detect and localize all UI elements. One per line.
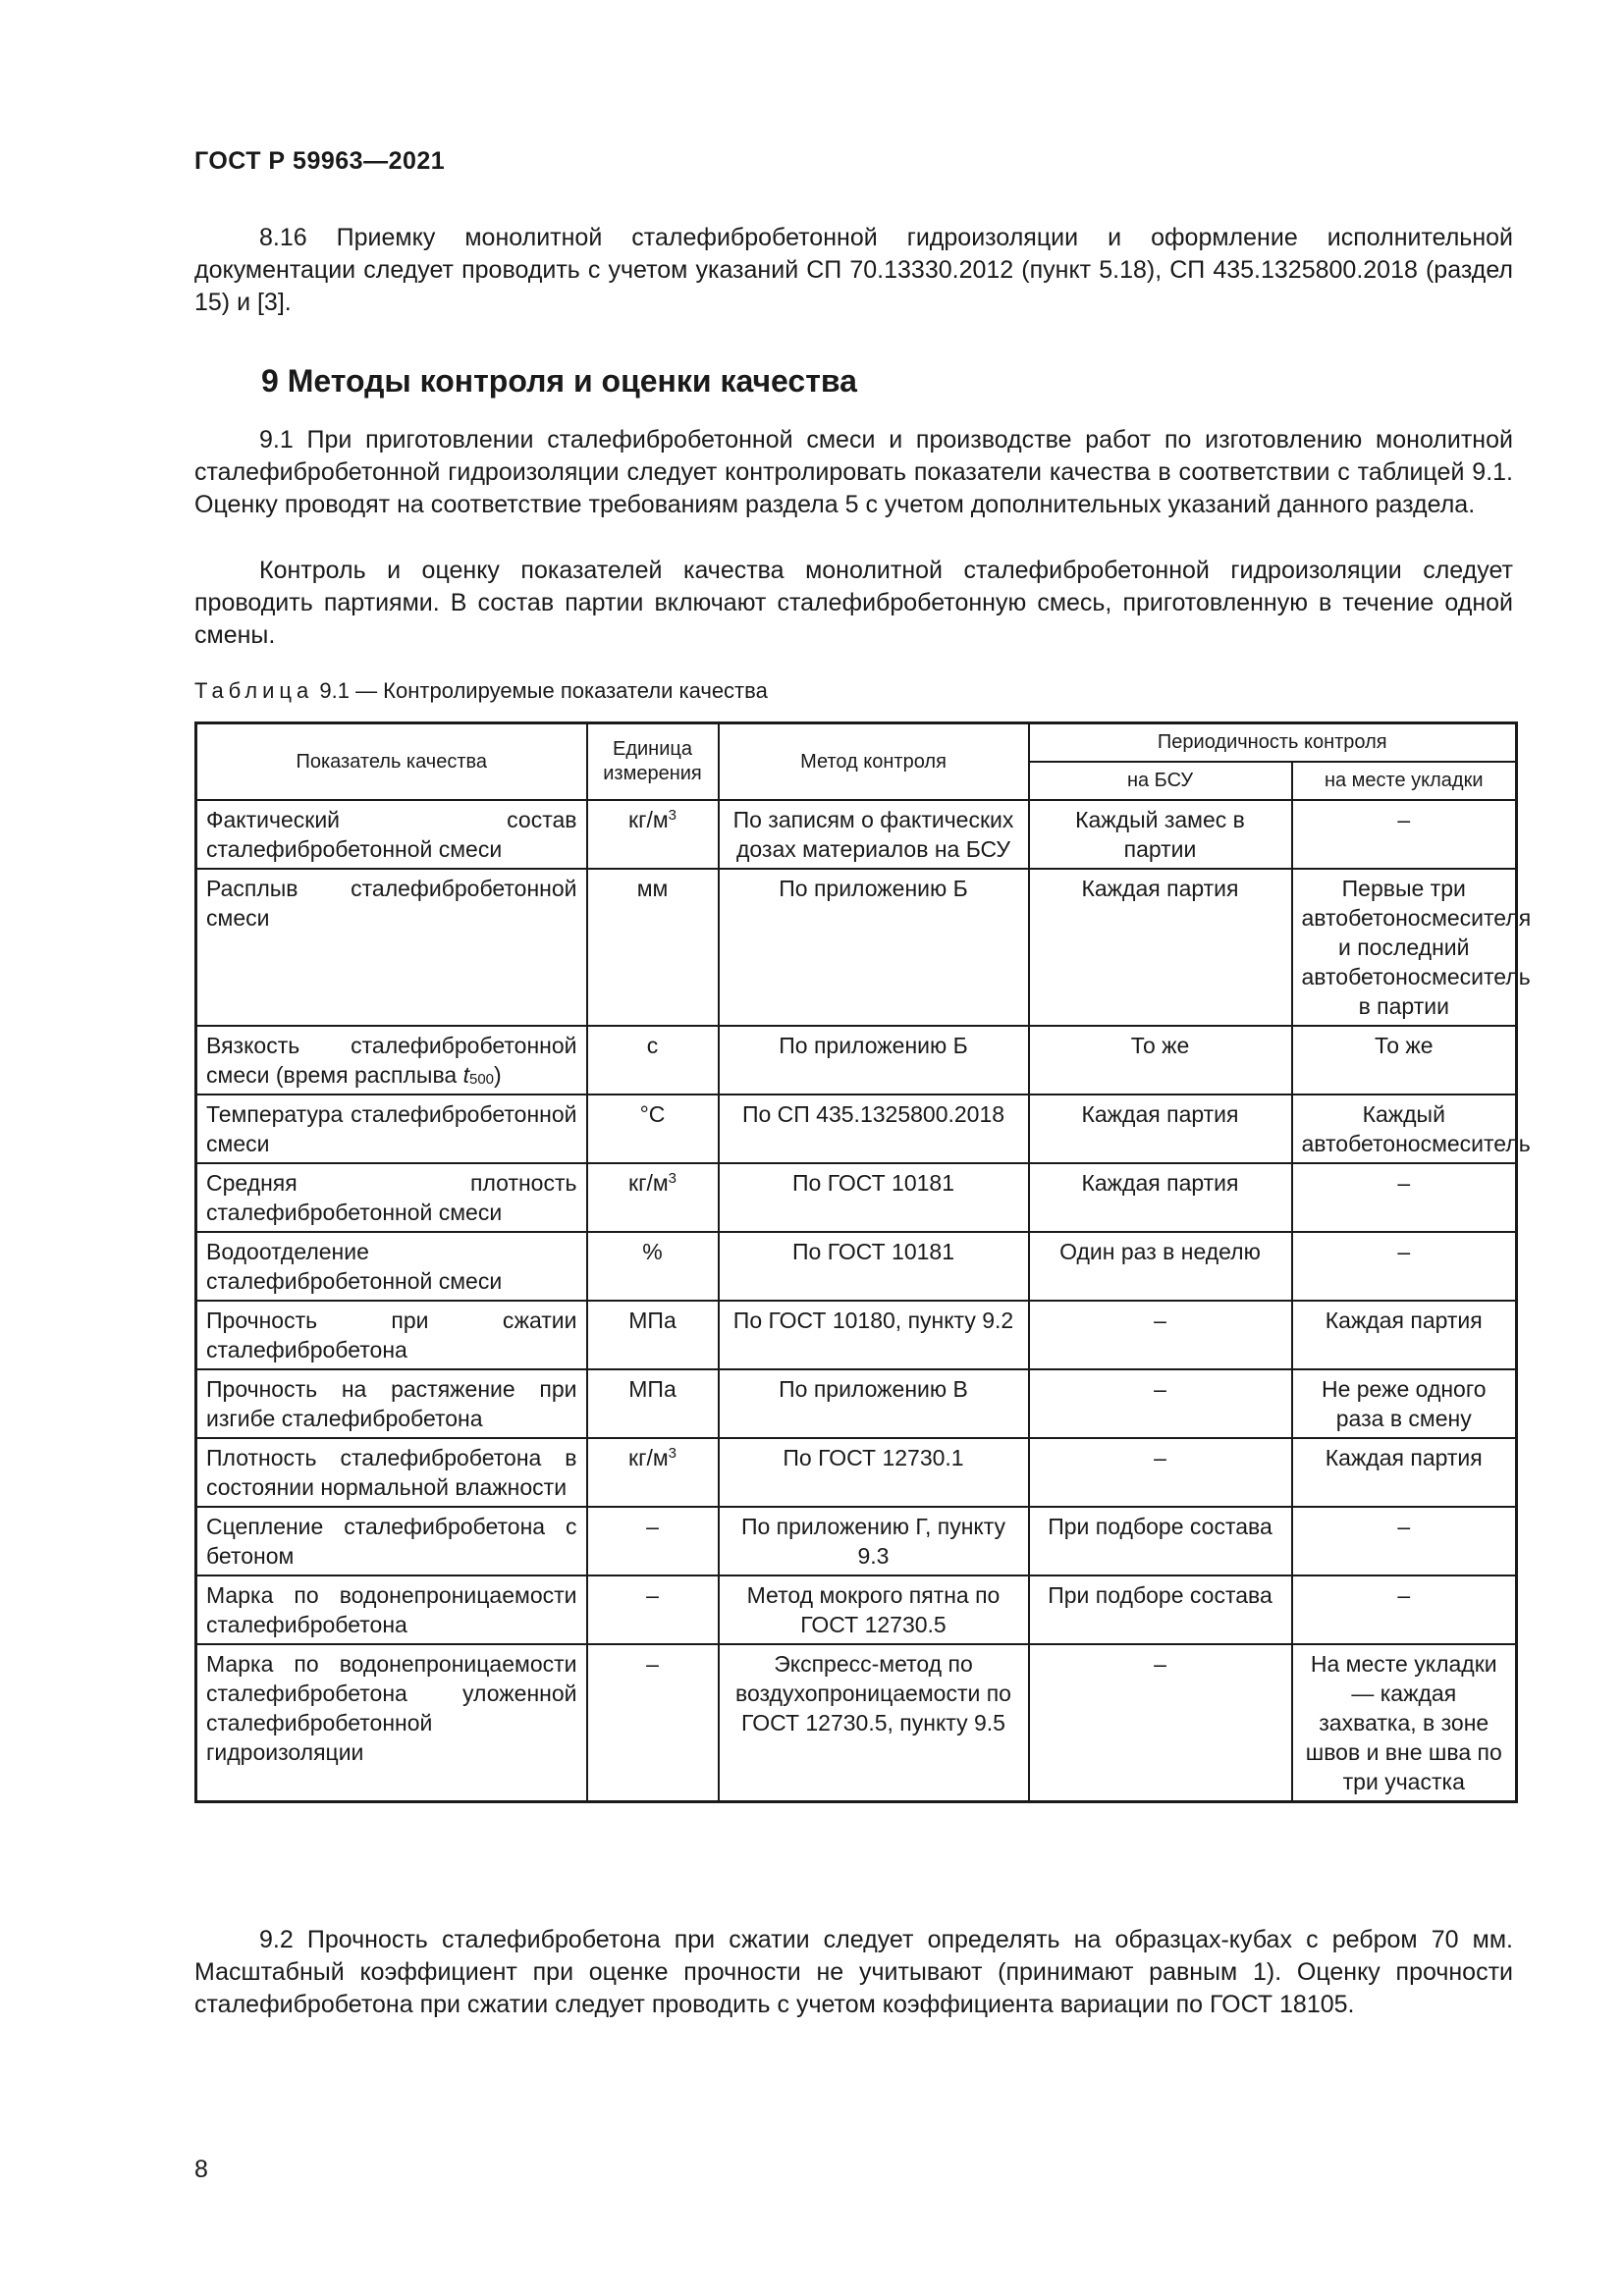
cell-unit <box>587 1507 719 1575</box>
cell-site: На месте укладки — каждая захватка, в зоне швов и вне шва по три участка <box>1292 1644 1517 1802</box>
cell-method: По приложению Б <box>719 869 1029 1026</box>
paragraph-9-1-batches: Контроль и оценку показателей качества монолитной сталефибробетонной гидроизоляции следует проводить партиями. В состав партии включают сталефибробетонную смесь, приготовленную в течение одной смены. <box>194 557 1513 649</box>
unit-text: МПа <box>628 1308 677 1333</box>
unit-text: кг/м <box>628 1170 669 1196</box>
cell-indicator: Водоотделение сталефибробетонной смеси <box>196 1232 587 1301</box>
indicator-text: Вязкость сталефибробетонной смеси (время расплыва <box>206 1033 577 1088</box>
quality-indicators-table <box>194 721 1532 1803</box>
cell-method: По записям о фактических дозах материалов на БСУ <box>719 800 1029 869</box>
cell-unit <box>587 869 719 1026</box>
unit-text: – <box>646 1514 659 1539</box>
cell-bsu: – <box>1029 1438 1292 1507</box>
cell-method: По приложению Б <box>719 1026 1029 1095</box>
indicator-subscript: 500 <box>468 1071 495 1088</box>
unit-text: – <box>646 1651 659 1677</box>
table-row <box>196 1575 1517 1644</box>
header-method: Метод контроля <box>719 723 1029 801</box>
cell-indicator <box>196 1026 587 1095</box>
unit-superscript: 3 <box>668 1445 677 1462</box>
indicator-variable: t <box>462 1062 469 1088</box>
cell-unit <box>587 1438 719 1507</box>
cell-indicator: Температура сталефибробетонной смеси <box>196 1095 587 1163</box>
cell-indicator: Марка по водонепроницаемости сталефибробетона <box>196 1575 587 1644</box>
cell-method: По ГОСТ 10181 <box>719 1232 1029 1301</box>
cell-site: Каждая партия <box>1292 1438 1517 1507</box>
unit-text: кг/м <box>628 807 669 832</box>
unit-superscript: 3 <box>668 1170 677 1187</box>
cell-unit <box>587 1232 719 1301</box>
cell-unit <box>587 1644 719 1802</box>
header-periodicity: Периодичность контроля <box>1029 723 1517 763</box>
unit-text: кг/м <box>628 1445 669 1470</box>
cell-bsu: При подборе состава <box>1029 1575 1292 1644</box>
header-indicator: Показатель качества <box>196 723 587 801</box>
cell-site: – <box>1292 1232 1517 1301</box>
cell-indicator: Расплыв сталефибробетонной смеси <box>196 869 587 1026</box>
table-caption-text: 9.1 — Контролируемые показатели качества <box>313 678 768 703</box>
document-code-header: ГОСТ Р 59963—2021 <box>194 147 446 175</box>
paragraph-8-16: 8.16 Приемку монолитной сталефибробетонной гидроизоляции и оформление исполнительной документации следует проводить с учетом указаний СП 70.13330.2012 (пункт 5.18), СП 435.1325800.2018 (раздел 15) и [3]. <box>194 224 1513 316</box>
unit-text: с <box>646 1033 659 1058</box>
header-site: на месте укладки <box>1292 762 1517 800</box>
cell-indicator: Марка по водонепроницаемости сталефибробетона уложенной сталефибробетонной гидроизоляции <box>196 1644 587 1802</box>
paragraph-9-2: 9.2 Прочность сталефибробетона при сжатии следует определять на образцах-кубах с ребром 70 мм. Масштабный коэффициент при оценке прочности не учитывают (принимают равным 1). Оценку прочности сталефибробетона при сжатии следует проводить с учетом коэффициента вариации по ГОСТ 18105. <box>194 1926 1513 2018</box>
cell-unit <box>587 1163 719 1232</box>
cell-method: Экспресс-метод по воздухопроницаемости по ГОСТ 12730.5, пункту 9.5 <box>719 1644 1029 1802</box>
unit-superscript: 3 <box>668 807 677 824</box>
table-row <box>196 1095 1517 1163</box>
cell-bsu: То же <box>1029 1026 1292 1095</box>
cell-bsu: – <box>1029 1301 1292 1369</box>
header-bsu: на БСУ <box>1029 762 1292 800</box>
cell-indicator: Фактический состав сталефибробетонной смеси <box>196 800 587 869</box>
table-row <box>196 1369 1517 1438</box>
cell-method: По СП 435.1325800.2018 <box>719 1095 1029 1163</box>
cell-method: По приложению Г, пункту 9.3 <box>719 1507 1029 1575</box>
cell-bsu: – <box>1029 1369 1292 1438</box>
unit-text: мм <box>636 876 669 901</box>
unit-text: % <box>642 1239 663 1264</box>
cell-method: По ГОСТ 10181 <box>719 1163 1029 1232</box>
cell-unit <box>587 1095 719 1163</box>
header-unit: Единица измерения <box>587 723 719 801</box>
table-row <box>196 800 1517 869</box>
cell-bsu: При подборе состава <box>1029 1507 1292 1575</box>
cell-site: – <box>1292 800 1517 869</box>
cell-unit <box>587 800 719 869</box>
cell-unit <box>587 1026 719 1095</box>
indicator-tail: ) <box>494 1062 502 1088</box>
cell-indicator: Плотность сталефибробетона в состоянии нормальной влажности <box>196 1438 587 1507</box>
cell-indicator: Сцепление сталефибробетона с бетоном <box>196 1507 587 1575</box>
table-row <box>196 869 1517 1026</box>
cell-site: Первые три автобетоносмесителя и последний автобетоносмеситель в партии <box>1292 869 1517 1026</box>
table-caption-word: Таблица <box>194 678 314 703</box>
cell-method: Метод мокрого пятна по ГОСТ 12730.5 <box>719 1575 1029 1644</box>
unit-text: МПа <box>628 1376 677 1402</box>
table-row <box>196 1507 1517 1575</box>
cell-method: По ГОСТ 10180, пункту 9.2 <box>719 1301 1029 1369</box>
cell-site: – <box>1292 1507 1517 1575</box>
unit-text: °С <box>639 1101 666 1127</box>
section-title: 9 Методы контроля и оценки качества <box>261 363 857 399</box>
table-row <box>196 1438 1517 1507</box>
page-number: 8 <box>194 2156 208 2183</box>
cell-bsu: Один раз в неделю <box>1029 1232 1292 1301</box>
cell-method: По приложению В <box>719 1369 1029 1438</box>
table-caption <box>194 678 768 704</box>
table-row <box>196 1026 1517 1095</box>
cell-bsu: Каждая партия <box>1029 1095 1292 1163</box>
table-row <box>196 1232 1517 1301</box>
cell-bsu: Каждая партия <box>1029 1163 1292 1232</box>
cell-indicator: Средняя плотность сталефибробетонной смеси <box>196 1163 587 1232</box>
cell-site: – <box>1292 1163 1517 1232</box>
paragraph-9-1: 9.1 При приготовлении сталефибробетонной смеси и производстве работ по изготовлению монолитной сталефибробетонной гидроизоляции следует контролировать показатели качества в соответствии с таблицей 9.1. Оценку проводят на соответствие требованиям раздела 5 с учетом дополнительных указаний данного раздела. <box>194 426 1513 518</box>
cell-site: Каждая партия <box>1292 1301 1517 1369</box>
table-row <box>196 1301 1517 1369</box>
cell-indicator: Прочность на растяжение при изгибе сталефибробетона <box>196 1369 587 1438</box>
cell-site: Каждый автобетоносмеситель <box>1292 1095 1517 1163</box>
cell-site: То же <box>1292 1026 1517 1095</box>
cell-bsu: – <box>1029 1644 1292 1802</box>
table-row <box>196 1163 1517 1232</box>
cell-unit <box>587 1369 719 1438</box>
cell-bsu: Каждая партия <box>1029 869 1292 1026</box>
cell-site: Не реже одного раза в смену <box>1292 1369 1517 1438</box>
table-row <box>196 1644 1517 1802</box>
cell-unit <box>587 1301 719 1369</box>
cell-site: – <box>1292 1575 1517 1644</box>
cell-bsu: Каждый замес в партии <box>1029 800 1292 869</box>
unit-text: – <box>646 1582 659 1608</box>
cell-method: По ГОСТ 12730.1 <box>719 1438 1029 1507</box>
cell-unit <box>587 1575 719 1644</box>
cell-indicator: Прочность при сжатии сталефибробетона <box>196 1301 587 1369</box>
